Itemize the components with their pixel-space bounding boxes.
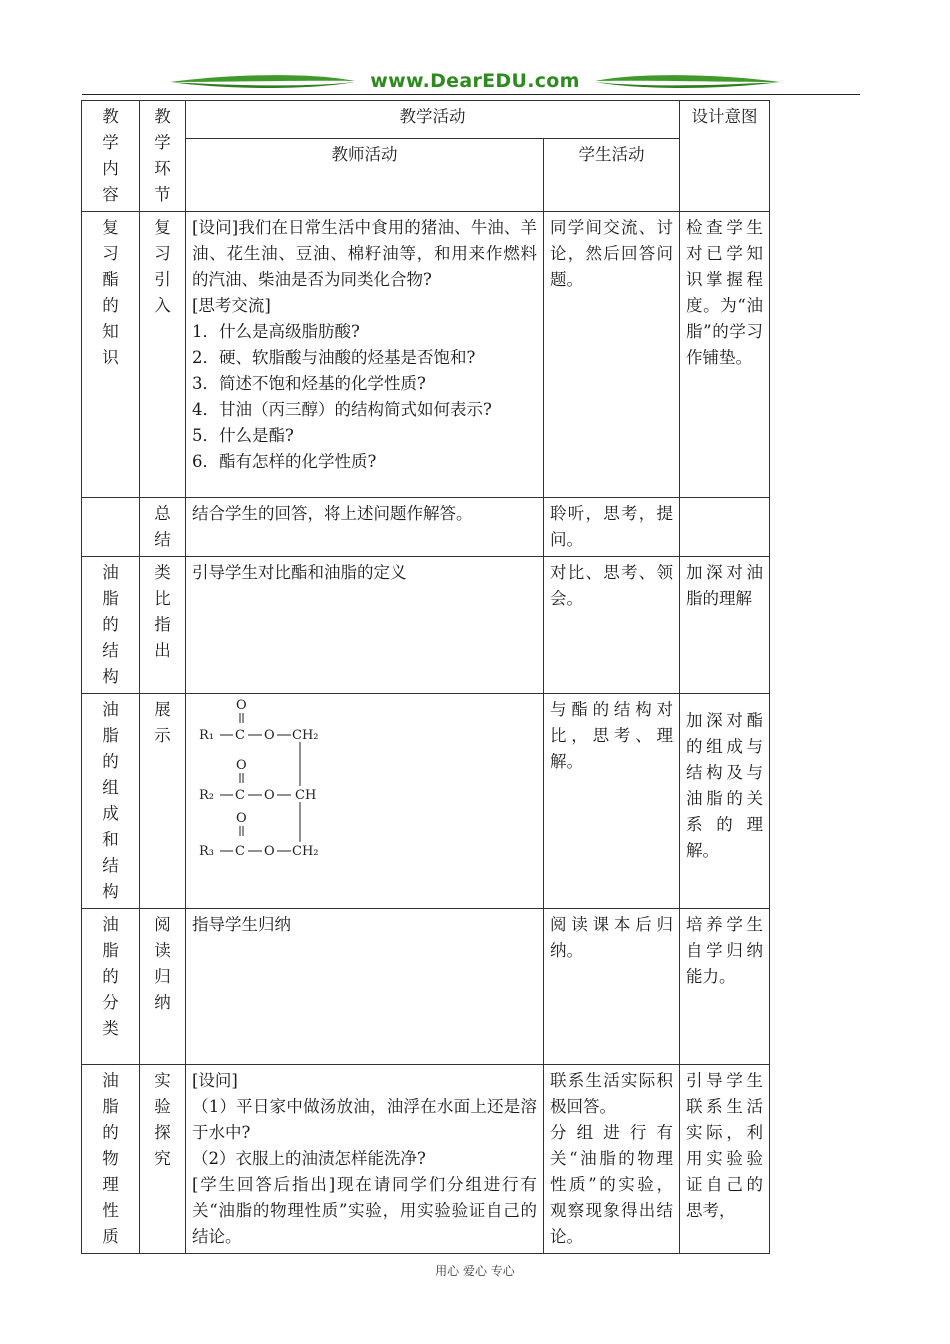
formula-r2: R₂: [199, 788, 214, 803]
formula-ch2: CH₂: [292, 728, 319, 743]
cell-intent: 加深对油脂的理解: [680, 557, 770, 694]
cell-step: 展示: [140, 694, 186, 909]
cell-student: 与酯的结构对比，思考、理解。: [544, 694, 680, 909]
cell-student: [544, 1065, 680, 1254]
formula-o: O: [236, 698, 247, 713]
table-row: [82, 498, 770, 557]
header-activities: 教学活动: [186, 101, 680, 139]
cell-intent: 检查学生对已学知识掌握程度。为“油脂”的学习作铺垫。: [680, 212, 770, 498]
header-content: 教学内容: [82, 101, 140, 212]
formula-c: C: [235, 728, 245, 743]
cell-step: 复习引入: [140, 212, 186, 498]
header-step: 教学环节: [140, 101, 186, 212]
formula-o: O: [264, 728, 275, 743]
cell-intent: 培养学生自学归纳能力。: [680, 909, 770, 1065]
formula-r1: R₁: [199, 728, 214, 743]
cell-student: 聆听，思考，提问。: [544, 498, 680, 557]
cell-content: 油脂的结构: [82, 557, 140, 694]
cell-teacher: 引导学生对比酯和油脂的定义: [186, 557, 544, 694]
cell-teacher: 结合学生的回答，将上述问题作解答。: [186, 498, 544, 557]
formula-c: C: [235, 844, 245, 859]
teacher-line: （2）衣服上的油渍怎样能洗净?: [192, 1149, 426, 1168]
site-url[interactable]: www.DearEDU.com: [370, 70, 580, 92]
cell-intent: [680, 498, 770, 557]
table-row: [82, 557, 770, 694]
formula-o: O: [264, 844, 275, 859]
formula-ch2: CH₂: [292, 844, 319, 859]
cell-student: 对比、思考、领会。: [544, 557, 680, 694]
lesson-plan-table: [81, 100, 770, 1254]
table-row: [82, 1065, 770, 1254]
teacher-line: [学生回答后指出]现在请同学们分组进行有关“油脂的物理性质”实验，用实验验证自己的结论。: [192, 1175, 537, 1246]
cell-content: [82, 498, 140, 557]
formula-o: O: [236, 811, 247, 826]
teacher-line: 3．简述不饱和烃基的化学性质?: [192, 374, 426, 393]
cell-content: 油脂的分类: [82, 909, 140, 1065]
cell-step: 类比指出: [140, 557, 186, 694]
teacher-line: 4．甘油（丙三醇）的结构简式如何表示?: [192, 400, 492, 419]
cell-student: 阅读课本后归纳。: [544, 909, 680, 1065]
teacher-line: 6．酯有怎样的化学性质?: [192, 452, 377, 471]
cell-step: 实验探究: [140, 1065, 186, 1254]
formula-o: O: [264, 788, 275, 803]
header-intent: 设计意图: [680, 101, 770, 212]
cell-step: 总结: [140, 498, 186, 557]
triglyceride-structure-diagram: [196, 694, 356, 874]
teacher-line: 5．什么是酯?: [192, 426, 294, 445]
cell-teacher: 指导学生归纳: [186, 909, 544, 1065]
cell-teacher-formula: [186, 694, 544, 909]
header-rule: [82, 94, 860, 95]
formula-r3: R₃: [199, 844, 214, 859]
table-row: [82, 694, 770, 909]
cell-teacher: [186, 212, 544, 498]
teacher-question: [设问]我们在日常生活中食用的猪油、牛油、羊油、花生油、豆油、棉籽油等，和用来作燃料的汽油、柴油是否为同类化合物?: [192, 218, 537, 289]
cell-student: 同学间交流、讨论，然后回答问题。: [544, 212, 680, 498]
page-footer: 用心 爱心 专心: [435, 1264, 515, 1278]
cell-content: 油脂的组成和结构: [82, 694, 140, 909]
teacher-line: （1）平日家中做汤放油，油浮在水面上还是溶于水中?: [192, 1097, 537, 1142]
cell-content: 复习酯的知识: [82, 212, 140, 498]
cell-step: 阅读归纳: [140, 909, 186, 1065]
teacher-line: [设问]: [192, 1071, 238, 1090]
cell-intent: 引导学生联系生活实际，利用实验验证自己的思考，: [680, 1065, 770, 1254]
teacher-line: 2．硬、软脂酸与油酸的烃基是否饱和?: [192, 348, 476, 367]
formula-ch: CH: [295, 788, 317, 803]
table-row: [82, 212, 770, 498]
header-student: 学生活动: [544, 138, 680, 211]
header-teacher: 教师活动: [186, 138, 544, 211]
student-line: 联系生活实际积极回答。: [550, 1071, 673, 1116]
student-line: 分组进行有关“油脂的物理性质”的实验，观察现象得出结论。: [550, 1123, 673, 1246]
teacher-line: 1．什么是高级脂肪酸?: [192, 322, 360, 341]
cell-content: 油脂的物理性质: [82, 1065, 140, 1254]
cell-intent: 加深对酯的组成与结构及与油脂的关系的理解。: [680, 694, 770, 909]
teacher-line: [思考交流]: [192, 296, 271, 315]
table-row: [82, 909, 770, 1065]
formula-c: C: [235, 788, 245, 803]
cell-teacher: [186, 1065, 544, 1254]
formula-o: O: [236, 758, 247, 773]
